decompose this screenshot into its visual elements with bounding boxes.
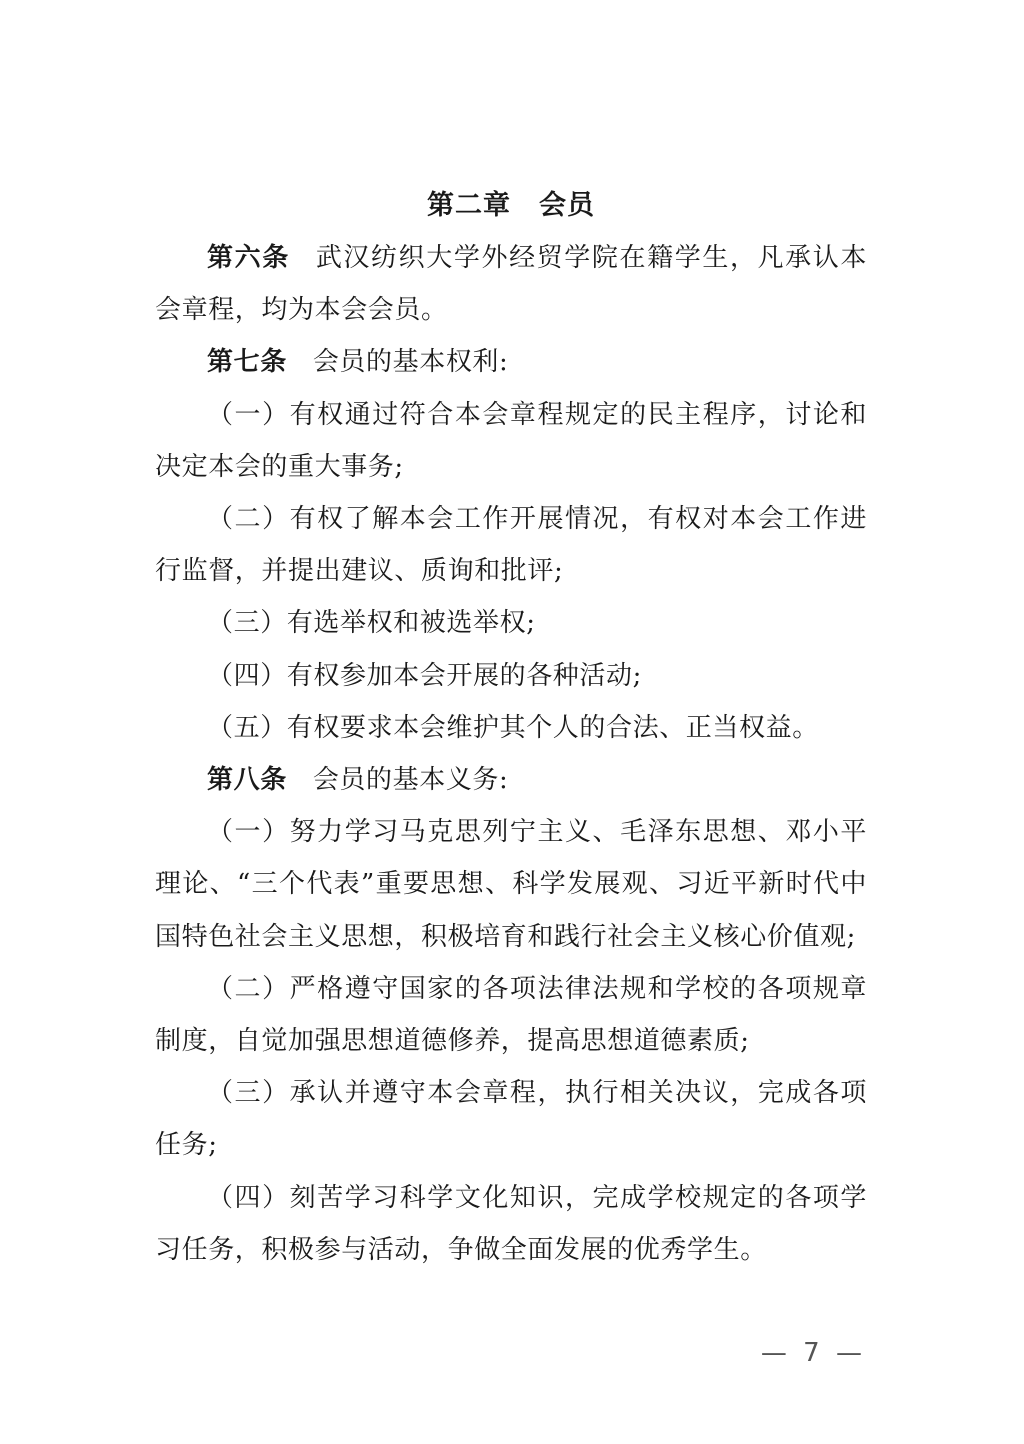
article-7-item-4: （四）有权参加本会开展的各种活动; — [207, 660, 642, 691]
article-7 — [155, 336, 867, 388]
article-8-text: 会员的基本义务: — [312, 765, 509, 796]
article-8-label: 第八条 — [207, 765, 287, 796]
article-7-item-3: （三）有选举权和被选举权; — [207, 608, 536, 639]
article-7-label: 第七条 — [207, 347, 287, 378]
article-8 — [155, 754, 867, 806]
article-7-item-1: （一）有权通过符合本会章程规定的民主程序，讨论和决定本会的重大事务; — [155, 399, 867, 482]
article-8-item-2: （二）严格遵守国家的各项法律法规和学校的各项规章制度，自觉加强思想道德修养，提高思想道德素质; — [155, 973, 867, 1057]
article-7-item-2: （二）有权了解本会工作开展情况，有权对本会工作进行监督，并提出建议、质询和批评; — [155, 504, 867, 587]
article-7-text: 会员的基本权利: — [312, 347, 509, 378]
article-6-text: 武汉纺织大学外经贸学院在籍学生，凡承认本会章程，均为本会会员。 — [155, 243, 867, 326]
article-8-item-4: （四）刻苦学习科学文化知识，完成学校规定的各项学习任务，积极参与活动，争做全面发展的优秀学生。 — [155, 1182, 867, 1265]
chapter-heading — [155, 180, 867, 232]
page-number: — 7 — — [760, 1338, 866, 1368]
article-6 — [155, 232, 867, 336]
article-7-item-5: （五）有权要求本会维护其个人的合法、正当权益。 — [207, 712, 819, 743]
article-8-item-1: （一）努力学习马克思列宁主义、毛泽东思想、邓小平理论、“三个代表”重要思想、科学发展观、习近平新时代中国特色社会主义思想，积极培育和践行社会主义核心价值观; — [155, 817, 867, 952]
chapter-title: 会员 — [539, 190, 595, 221]
document-body — [155, 180, 867, 1276]
chapter-label: 第二章 — [427, 190, 511, 221]
article-8-item-3: （三）承认并遵守本会章程，执行相关决议，完成各项任务; — [155, 1078, 867, 1161]
article-6-label: 第六条 — [207, 243, 290, 273]
